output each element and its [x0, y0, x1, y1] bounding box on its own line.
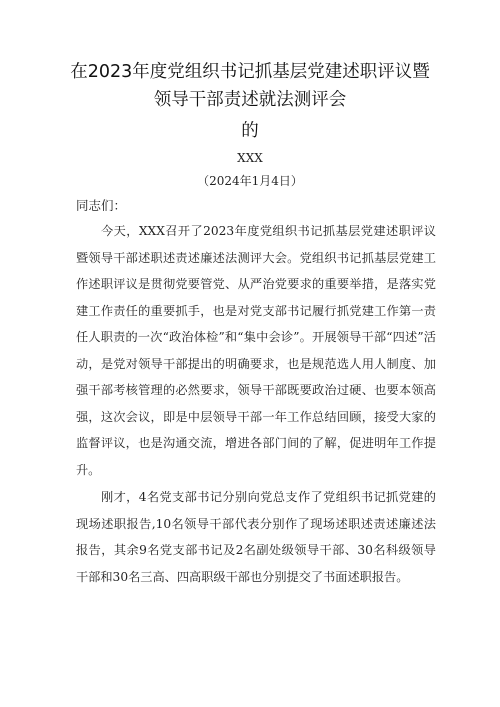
document-title-line-3: 的 — [241, 121, 259, 141]
document-title-line-1: 在2023年度党组织书记抓基层党建述职评议暨 — [70, 62, 430, 82]
body-paragraph: 刚才，4名党支部书记分别向党总支作了党组织书记抓党建的现场述职报告,10名领导干部代表分别作了现场述职述责述廉述法报告，其余9名党支部书记及2名副处级领导干部、30名科级领导干部和30名三高、四高职级干部也分别提交了书面述职报告。 — [76, 490, 436, 584]
speaker-name: XXX — [237, 151, 263, 165]
speech-date: （2024年1月4日） — [197, 174, 303, 188]
document-title-line-2: 领导干部责述就法测评会 — [153, 90, 347, 110]
salutation: 同志们： — [76, 198, 127, 213]
body-paragraph: 今天，XXX召开了2023年度党组织书记抓基层党建述职评议暨领导干部述职述责述廉述法测评大会。党组织书记抓基层党建工作述职评议是贯彻党要管党、从严治党要求的重要举措，是落实党建工作责任的重要抓手，也是对党支部书记履行抓党建工作第一责任人职责的一次“政治体检”和“集中会诊”。开展领导干部“四述”活动，是党对领导干部提出的明确要求，也是规范选人用人制度、加强干部考核管理的必然要求，领导干部既要政治过硬、也要本领高强，这次会议，即是中层领导干部一年工作总结回顾，接受大家的监督评议，也是沟通交流，增进各部门间的了解，促进明年工作提升。 — [76, 224, 436, 477]
